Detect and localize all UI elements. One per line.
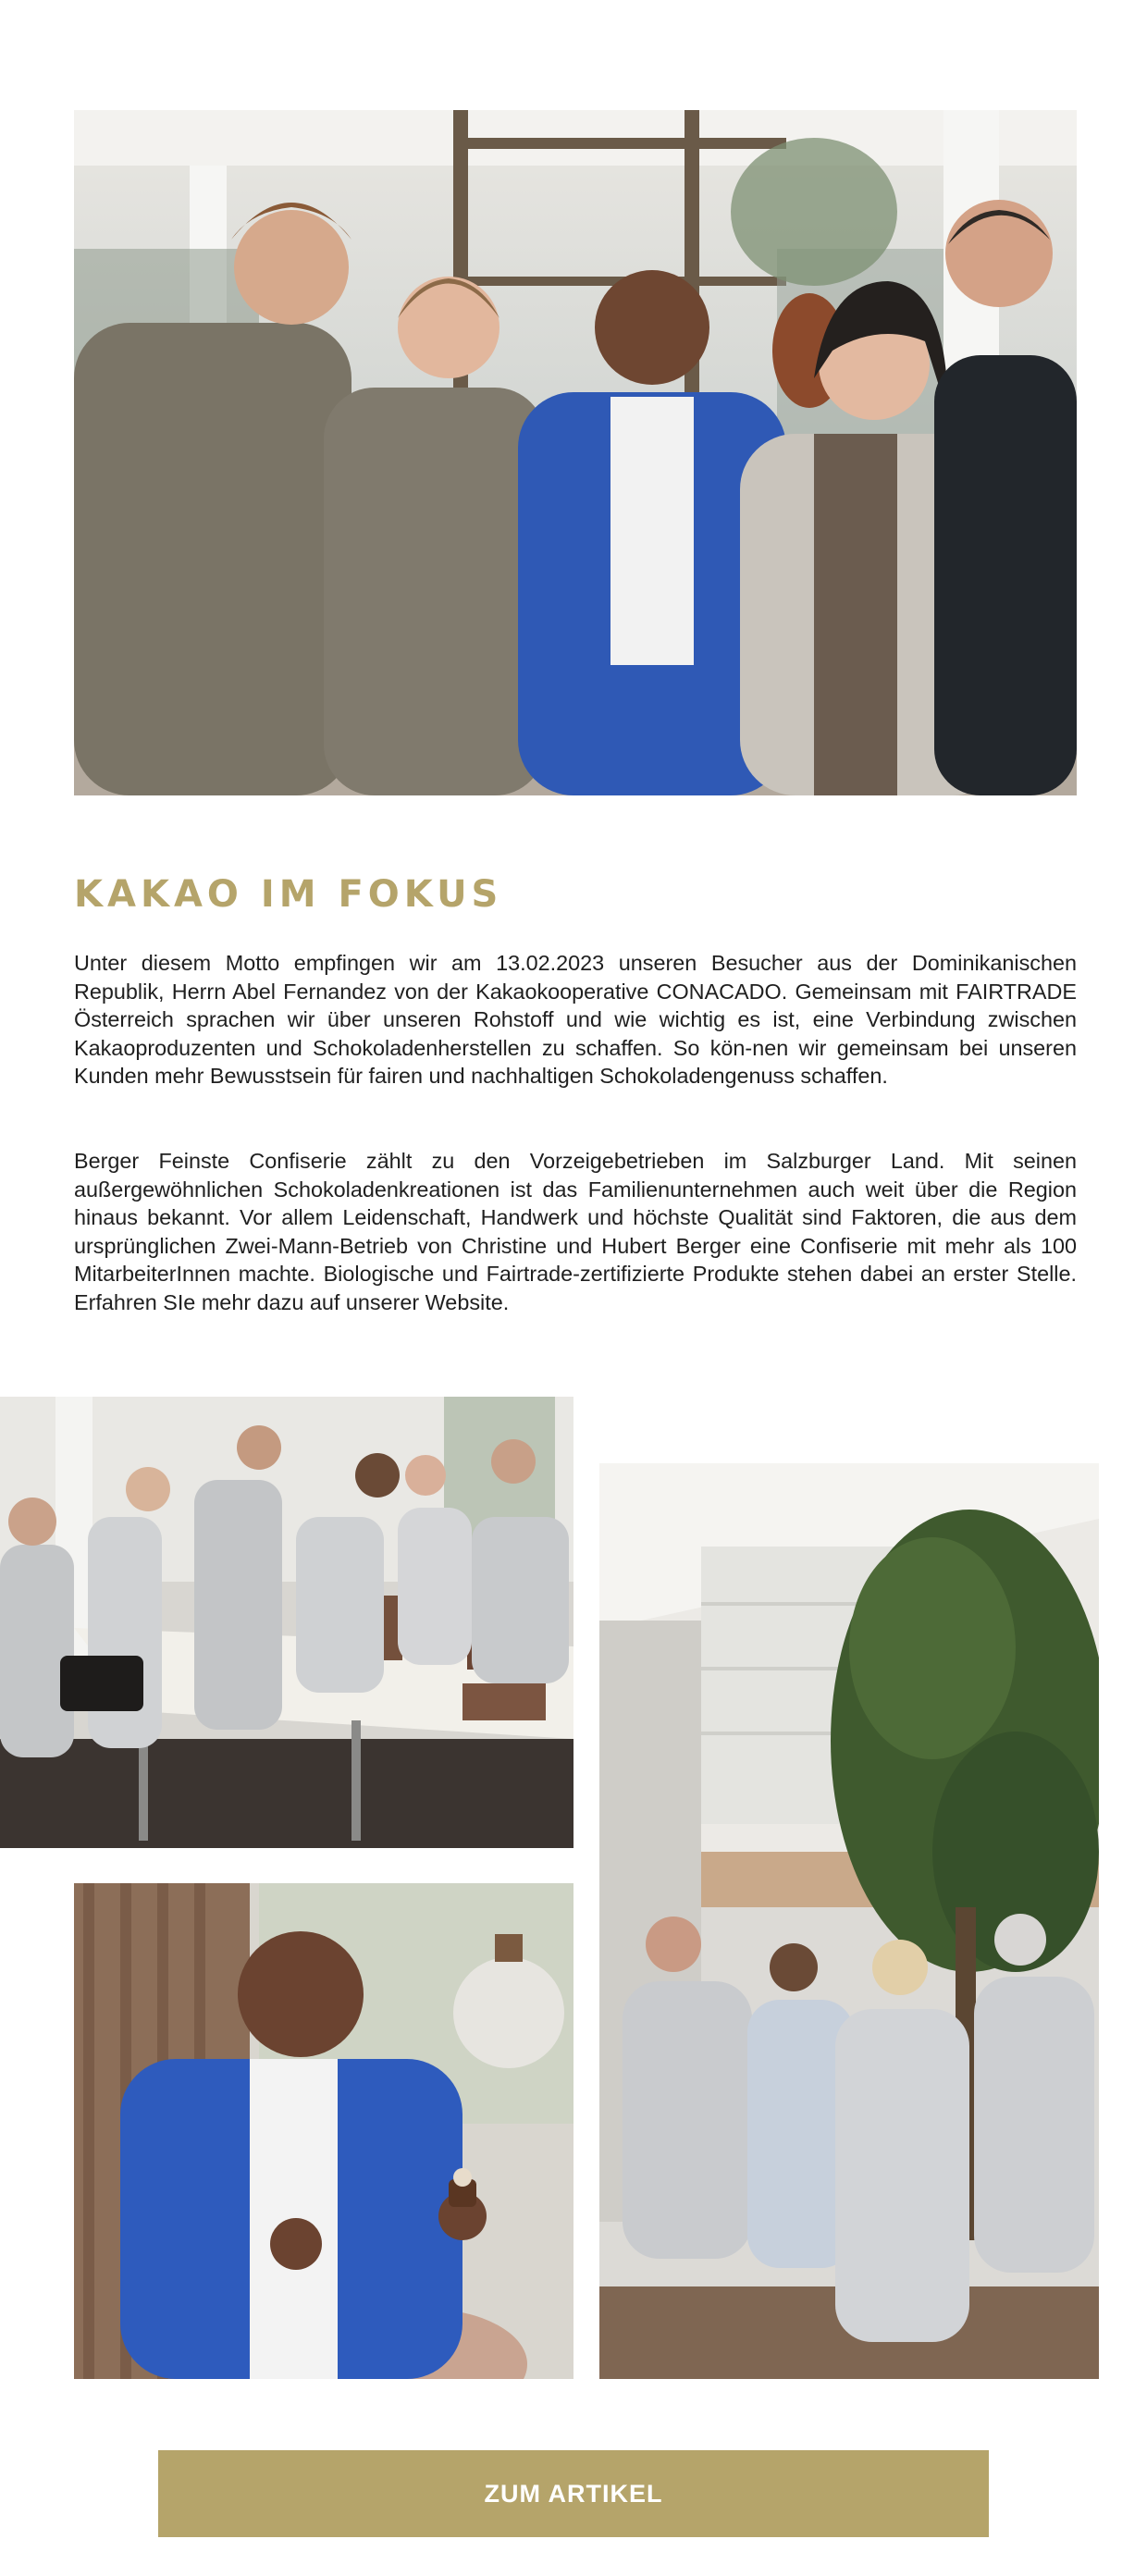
intro-paragraph: Unter diesem Motto empfingen wir am 13.02.2023 unseren Besucher aus der Dominikanischen Republik, Herrn Abel Fernandez von der Kakaokooperative CONACADO. Gemeinsam mit FAIRTRADE Österreich sprachen wir über unseren Rohstoff und wie wichtig es ist, eine Verbindung zwischen Kakaoproduzenten und Schokoladenherstellen zu schaffen. So kön-nen wir gemeinsam bei unseren Kunden mehr Bewusstsein für fairen und nachhaltigen Schokoladengenuss schaffen. <box>74 951 1077 1088</box>
indoor-tree-photo <box>599 1463 1099 2379</box>
guest-tasting-photo <box>74 1883 574 2379</box>
article-title: KAKAO IM FOKUS <box>74 873 503 916</box>
to-article-button[interactable]: ZUM ARTIKEL <box>158 2450 989 2537</box>
hero-group-photo <box>74 110 1077 795</box>
workshop-photo <box>0 1397 574 1848</box>
company-paragraph: Berger Feinste Confiserie zählt zu den Vorzeigebetrieben im Salzburger Land. Mit seinen außergewöhnlichen Schokoladenkreationen ist das Familienunternehmen auch weit über die Region hinaus bekannt. Vor allem Leidenschaft, Handwerk und höchste Qualität sind Faktoren, die aus dem ursprünglichen Zwei-Mann-Betrieb von Christine und Hubert Berger eine Confiserie mit mehr als 100 MitarbeiterInnen machte. Biologische und Fairtrade-zertifizierte Produkte stehen dabei an erster Stelle. Erfahren SIe mehr dazu auf unserer Website. <box>74 1149 1077 1314</box>
